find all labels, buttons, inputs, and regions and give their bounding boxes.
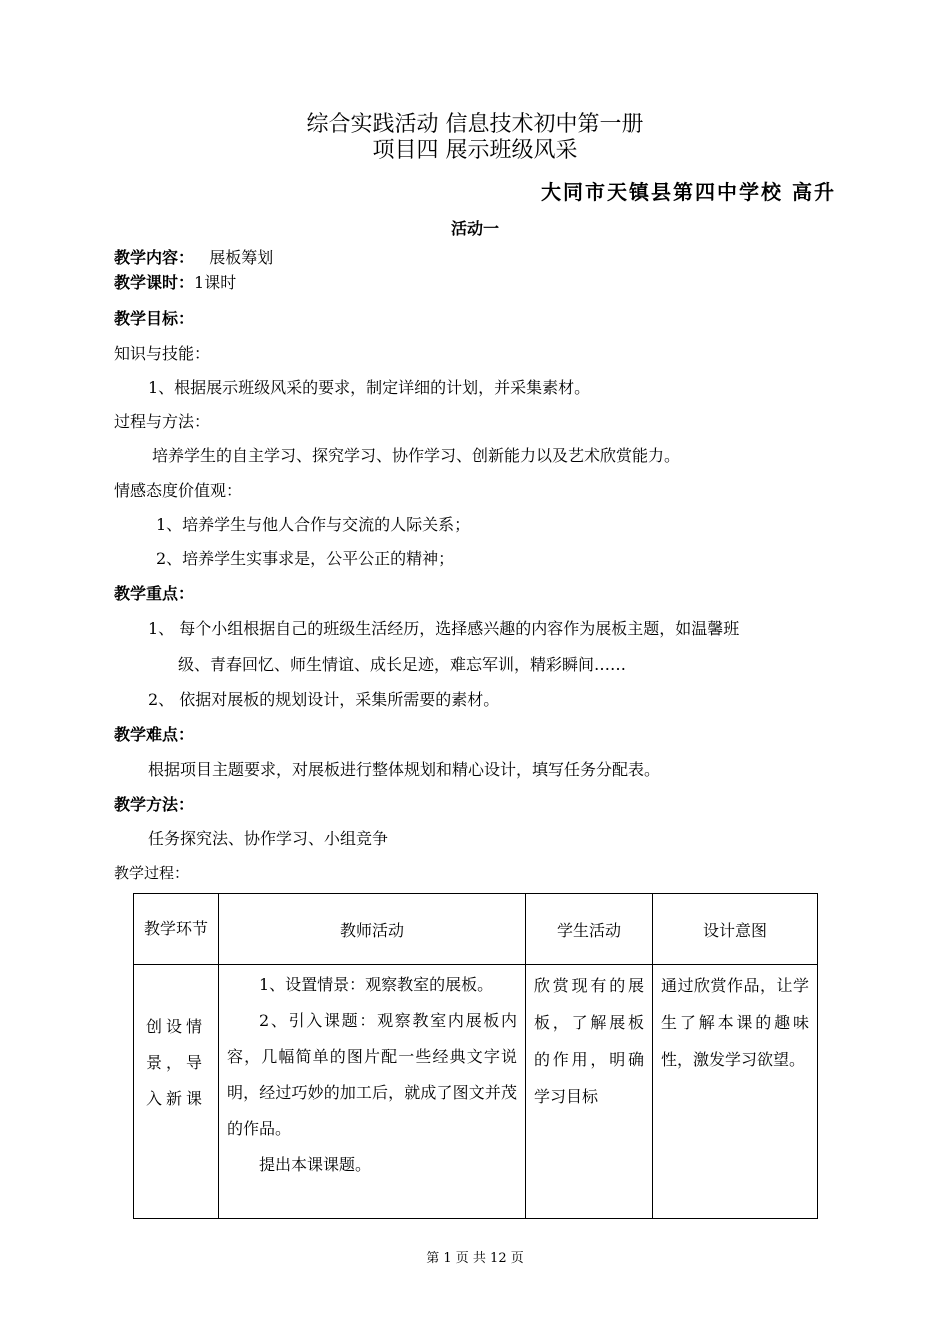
difficulty-text: 根据项目主题要求，对展板进行整体规划和精心设计，填写任务分配表。 bbox=[148, 760, 661, 779]
content-row bbox=[114, 247, 273, 269]
key-point-1-line2: 级、青春回忆、师生情谊、成长足迹，难忘军训，精彩瞬间…… bbox=[178, 655, 627, 674]
teacher-paragraph-2: 2、引入课题：观察教室内展板内容，几幅简单的图片配一些经典文字说明，经过巧妙的加工后，就成了图文并茂的作品。 bbox=[227, 1011, 517, 1138]
hours-value: 1课时 bbox=[194, 273, 237, 292]
table-row bbox=[134, 965, 818, 1219]
header-stage: 教学环节 bbox=[134, 894, 219, 965]
method-text: 任务探究法、协作学习、小组竞争 bbox=[148, 829, 389, 848]
header-intent: 设计意图 bbox=[653, 894, 818, 965]
emotion-item-2: 2、培养学生实事求是，公平公正的精神； bbox=[156, 549, 455, 568]
process-method-item-1: 培养学生的自主学习、探究学习、协作学习、创新能力以及艺术欣赏能力。 bbox=[152, 446, 681, 465]
teacher-paragraph-3: 提出本课课题。 bbox=[259, 1155, 372, 1174]
teacher-activity-cell bbox=[219, 965, 526, 1219]
header-teacher: 教师活动 bbox=[219, 894, 526, 965]
goals-label: 教学目标： bbox=[114, 309, 195, 328]
hours-label: 教学课时： bbox=[114, 273, 195, 292]
activity-heading: 活动一 bbox=[450, 219, 499, 238]
difficulty-label: 教学难点： bbox=[114, 725, 195, 744]
author-line: 大同市天镇县第四中学校 高升 bbox=[541, 180, 836, 204]
page-footer: 第 1 页 共 12 页 bbox=[426, 1251, 524, 1266]
table-header-row bbox=[134, 894, 818, 965]
method-label: 教学方法： bbox=[114, 795, 195, 814]
document-title-line1: 综合实践活动 信息技术初中第一册 bbox=[306, 112, 644, 137]
knowledge-label: 知识与技能： bbox=[114, 344, 211, 363]
key-points-label: 教学重点： bbox=[114, 584, 195, 603]
header-student: 学生活动 bbox=[526, 894, 653, 965]
teaching-process-table bbox=[133, 893, 818, 1219]
knowledge-item-1: 1、根据展示班级风采的要求，制定详细的计划，并采集素材。 bbox=[148, 378, 591, 397]
content-value: 展板筹划 bbox=[194, 248, 274, 267]
teaching-process-label: 教学过程： bbox=[114, 864, 190, 882]
content-label: 教学内容： bbox=[114, 248, 195, 267]
stage-cell: 创设情景，导入新课 bbox=[134, 965, 219, 1219]
process-method-label: 过程与方法： bbox=[114, 412, 211, 431]
emotion-label: 情感态度价值观： bbox=[114, 481, 243, 500]
student-activity-cell: 欣赏现有的展板，了解展板的作用，明确学习目标 bbox=[526, 965, 653, 1219]
key-point-1-line1: 1、 每个小组根据自己的班级生活经历，选择感兴趣的内容作为展板主题，如温馨班 bbox=[148, 619, 740, 638]
design-intent-cell: 通过欣赏作品，让学生了解本课的趣味性，激发学习欲望。 bbox=[653, 965, 818, 1219]
key-point-2: 2、 依据对展板的规划设计，采集所需要的素材。 bbox=[148, 690, 500, 709]
hours-row bbox=[114, 272, 236, 294]
teacher-paragraph-1: 1、设置情景：观察教室的展板。 bbox=[259, 975, 494, 994]
emotion-item-1: 1、培养学生与他人合作与交流的人际关系； bbox=[156, 515, 471, 534]
document-title-line2: 项目四 展示班级风采 bbox=[372, 138, 578, 163]
